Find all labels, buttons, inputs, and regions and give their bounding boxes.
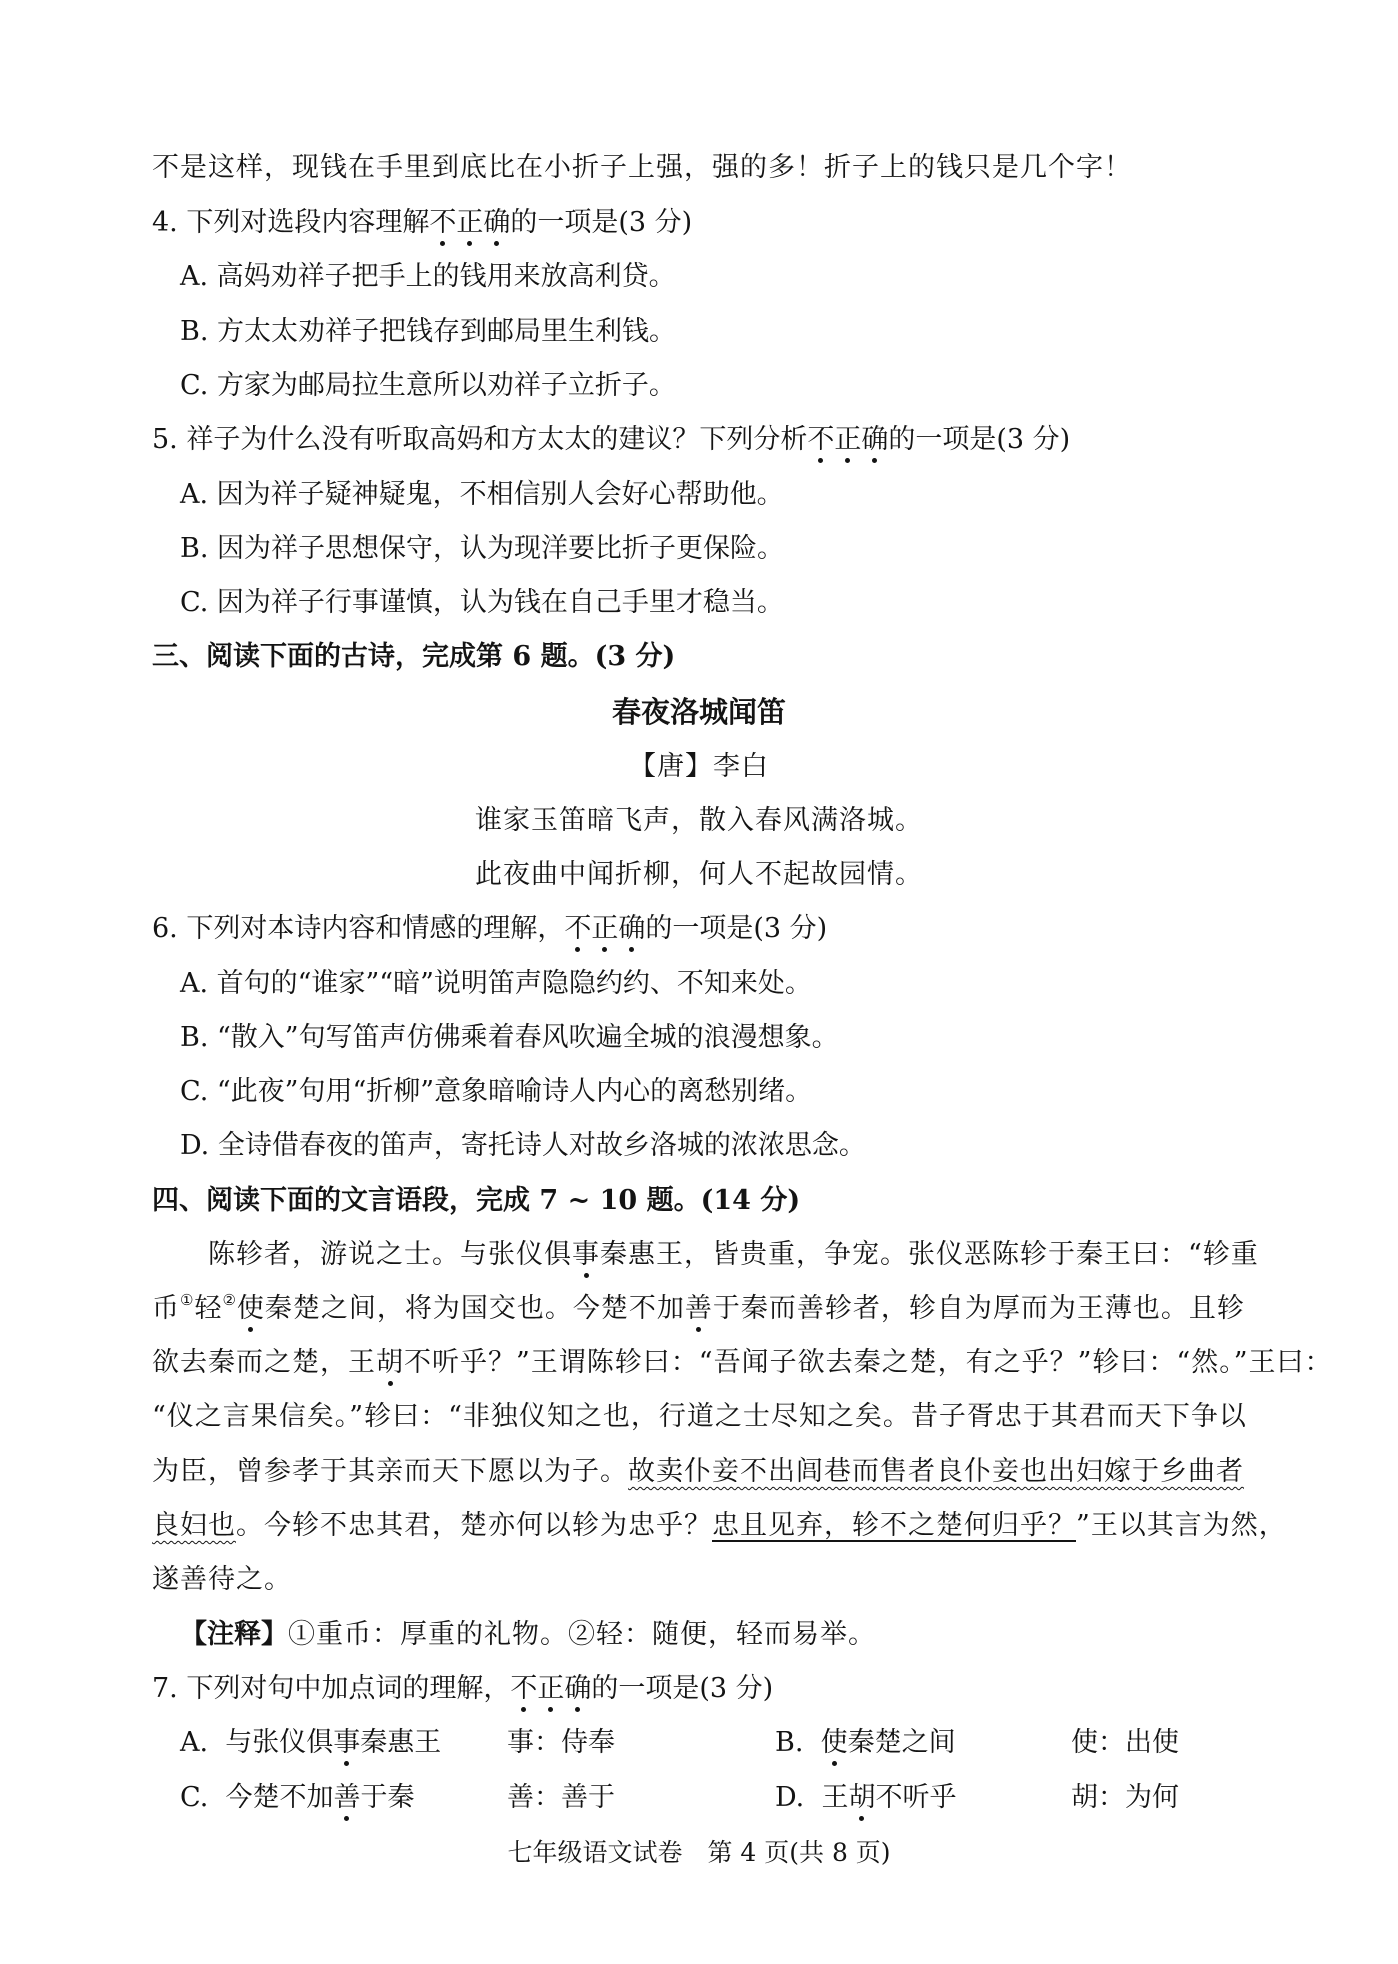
footnote-marker: ①: [180, 1291, 195, 1309]
passage-text: ”王以其言为然，: [1076, 1510, 1287, 1541]
dotted-word: 事: [333, 1724, 360, 1762]
emphasis-char: 正: [456, 204, 483, 242]
emphasis-char: 确: [564, 1670, 591, 1708]
emphasis-char: 不: [429, 204, 456, 242]
passage-line: [152, 1290, 1245, 1328]
emphasis-char: 确: [618, 910, 645, 948]
option-text: 王: [821, 1782, 849, 1813]
poem-author: 【唐】李白: [629, 751, 769, 782]
passage-line: [152, 1507, 1287, 1545]
emphasis-char: 正: [834, 421, 861, 459]
passage-text: 为臣，曾参孝于其亲而天下愿以为子。: [152, 1456, 628, 1487]
question-6-stem: 6. 下列对本诗内容和情感的理解，: [152, 913, 565, 944]
option-c: [180, 1779, 414, 1817]
page-footer: 七年级语文试卷 第 4 页(共 8 页): [507, 1838, 891, 1867]
question-4-score: 的一项是(3 分): [510, 207, 693, 238]
annotation-label: 【注释】: [180, 1619, 288, 1650]
dotted-word: 善: [333, 1779, 360, 1817]
underlined-sentence: 忠且见弃，轸不之楚何归乎？: [712, 1510, 1076, 1541]
footnote-marker: ②: [222, 1291, 237, 1309]
option-b: [775, 1724, 956, 1762]
passage-text: 轻: [194, 1293, 223, 1324]
option-letter: B.: [775, 1727, 804, 1758]
passage-text: 不听乎？”王谓陈轸曰：“吾闻子欲去秦之楚，有之乎？”轸曰：“然。”王曰：: [404, 1347, 1333, 1378]
option-text: 不听乎: [875, 1782, 957, 1813]
option-a: A. 因为祥子疑神疑鬼，不相信别人会好心帮助他。: [180, 479, 784, 510]
passage-continuation: 不是这样，现钱在手里到底比在小折子上强，强的多！折子上的钱只是几个字！: [152, 152, 1132, 183]
passage-line: [208, 1236, 1259, 1274]
emphasis-char: 不: [564, 910, 591, 948]
section-4-heading: 四、阅读下面的文言语段，完成 7 ~ 10 题。(14 分): [152, 1185, 801, 1216]
option-d: D. 全诗借春夜的笛声，寄托诗人对故乡洛城的浓浓思念。: [180, 1130, 866, 1161]
dotted-word: 善: [685, 1290, 713, 1328]
option-a: A. 首句的“谁家”“暗”说明笛声隐隐约约、不知来处。: [180, 968, 812, 999]
emphasis-char: 正: [591, 910, 618, 948]
annotation-text: ①重币：厚重的礼物。②轻：随便，轻而易举。: [288, 1619, 876, 1650]
question-7-score: 的一项是(3 分): [591, 1673, 774, 1704]
passage-text: 陈轸者，游说之士。与张仪俱: [208, 1239, 572, 1270]
option-a: [180, 1724, 441, 1762]
question-7: [152, 1670, 773, 1708]
poem-line-1: 谁家玉笛暗飞声，散入春风满洛城。: [475, 805, 923, 836]
dotted-word: 胡: [848, 1779, 875, 1817]
option-d-meaning: 胡：为何: [1071, 1782, 1179, 1813]
question-5-stem: 5. 祥子为什么没有听取高妈和方太太的建议？下列分析: [152, 424, 808, 455]
dotted-word: 事: [572, 1236, 600, 1274]
option-text: 秦楚之间: [847, 1727, 956, 1758]
poem-line-2: 此夜曲中闻折柳，何人不起故园情。: [475, 859, 923, 890]
emphasis-char: 不: [807, 421, 834, 459]
option-b: B. “散入”句写笛声仿佛乘着春风吹遍全城的浪漫想象。: [180, 1022, 839, 1053]
option-text: 与张仪俱: [225, 1727, 334, 1758]
question-7-stem: 7. 下列对句中加点词的理解，: [152, 1673, 511, 1704]
option-c: C. 方家为邮局拉生意所以劝祥子立折子。: [180, 370, 676, 401]
option-letter: A.: [180, 1727, 209, 1758]
question-4-stem: 4. 下列对选段内容理解: [152, 207, 430, 238]
option-b-meaning: 使：出使: [1071, 1727, 1179, 1758]
option-text: 于秦: [360, 1782, 415, 1813]
passage-text: 于秦而善轸者，轸自为厚而为王薄也。且轸: [712, 1293, 1245, 1324]
option-letter: D.: [775, 1782, 805, 1813]
option-a-meaning: 事：侍奉: [507, 1727, 615, 1758]
question-6-score: 的一项是(3 分): [645, 913, 828, 944]
option-a: A. 高妈劝祥子把手上的钱用来放高利贷。: [180, 261, 676, 292]
passage-text: 秦惠王，皆贵重，争宠。张仪恶陈轸于秦王曰：“轸重: [600, 1239, 1259, 1270]
passage-text: 币: [152, 1293, 180, 1324]
emphasis-char: 不: [510, 1670, 537, 1708]
option-letter: C.: [180, 1782, 209, 1813]
poem-title: 春夜洛城闻笛: [611, 695, 786, 729]
dotted-word: 使: [821, 1724, 848, 1762]
wavy-underlined-sentence: 良妇也: [152, 1510, 236, 1541]
option-c-meaning: 善：善于: [507, 1782, 615, 1813]
dotted-word: 胡: [376, 1344, 404, 1382]
passage-text: 秦楚之间，将为国交也。今楚不加: [264, 1293, 685, 1324]
passage-line: [152, 1453, 1244, 1491]
passage-line: [152, 1344, 1333, 1382]
question-6: [152, 910, 827, 948]
option-c: C. “此夜”句用“折柳”意象暗喻诗人内心的离愁别绪。: [180, 1076, 813, 1107]
section-3-heading: 三、阅读下面的古诗，完成第 6 题。(3 分): [152, 641, 676, 672]
option-text: 今楚不加: [225, 1782, 334, 1813]
option-b: B. 因为祥子思想保守，认为现洋要比折子更保险。: [180, 533, 785, 564]
emphasis-char: 确: [861, 421, 888, 459]
option-b: B. 方太太劝祥子把钱存到邮局里生利钱。: [180, 316, 677, 347]
passage-text: 欲去秦而之楚，王: [152, 1347, 376, 1378]
dotted-word: 使: [237, 1290, 265, 1328]
wavy-underlined-sentence: 故卖仆妾不出闾巷而售者良仆妾也出妇嫁于乡曲者: [628, 1456, 1244, 1487]
question-4: [152, 204, 692, 242]
emphasis-char: 确: [483, 204, 510, 242]
question-5: [152, 421, 1070, 459]
passage-line: “仪之言果信矣。”轸曰：“非独仪知之也，行道之士尽知之矣。昔子胥忠于其君而天下争以: [152, 1401, 1247, 1432]
annotation: [180, 1616, 876, 1654]
option-d: [775, 1779, 956, 1817]
option-c: C. 因为祥子行事谨慎，认为钱在自己手里才稳当。: [180, 587, 784, 618]
option-text: 秦惠王: [360, 1727, 442, 1758]
passage-text: 。今轸不忠其君，楚亦何以轸为忠乎？: [236, 1510, 712, 1541]
emphasis-char: 正: [537, 1670, 564, 1708]
question-5-score: 的一项是(3 分): [888, 424, 1071, 455]
passage-line: 遂善待之。: [152, 1564, 292, 1595]
